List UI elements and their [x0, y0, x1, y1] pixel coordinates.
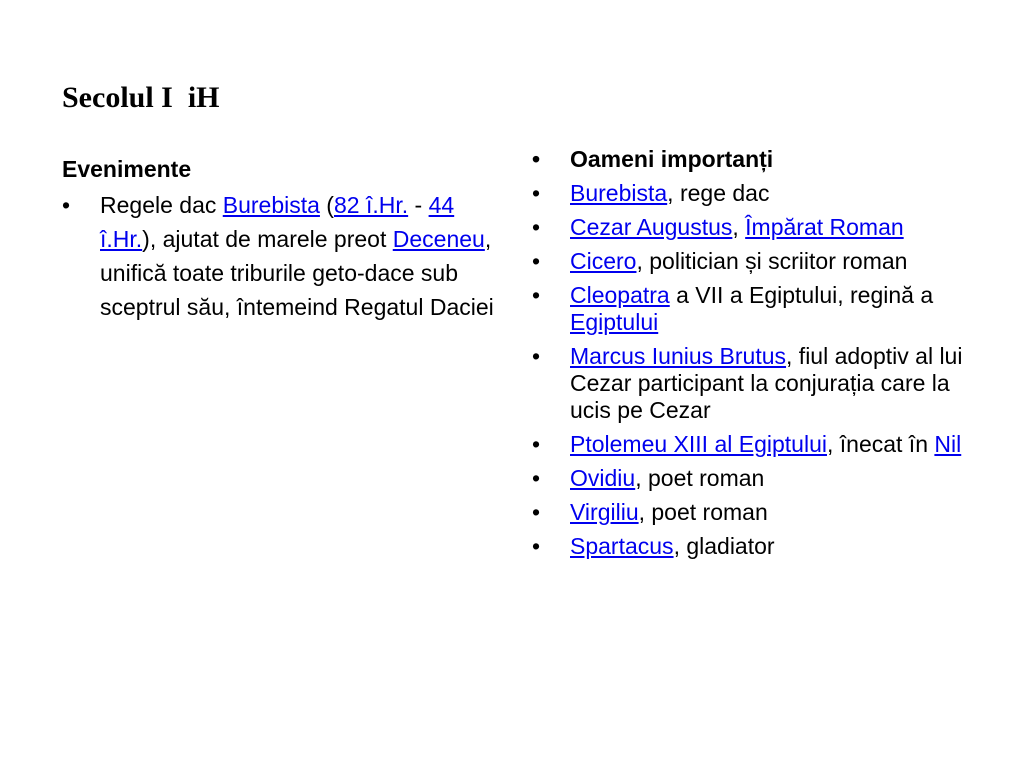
person-description: , poet roman — [635, 465, 765, 491]
person-description: , poet roman — [638, 499, 768, 525]
events-heading: Evenimente — [62, 156, 192, 182]
event-text-part: - — [408, 192, 429, 218]
person-description: , înecat în — [826, 431, 935, 457]
person-description: , fiul adoptiv al lui Cezar participant la conjurația care la ucis pe Cezar — [570, 343, 963, 423]
person-link[interactable]: Cleopatra — [570, 282, 670, 308]
person-link[interactable]: Ptolemeu XIII al Egiptului — [570, 431, 827, 457]
nil-link[interactable]: Nil — [934, 431, 962, 457]
link-44-ihr[interactable]: 44 î.Hr. — [100, 192, 455, 252]
person-link[interactable]: Cezar Augustus — [570, 214, 733, 240]
link-82-ihr[interactable]: 82 î.Hr. — [333, 192, 409, 218]
bullet-icon: • — [532, 180, 541, 206]
bullet-icon: • — [532, 146, 541, 172]
person-item-brutus — [532, 343, 972, 424]
bullet-icon: • — [532, 282, 541, 308]
event-text — [100, 188, 500, 324]
people-heading-item — [532, 146, 972, 173]
event-text-part: ), ajutat de marele preot — [142, 226, 393, 252]
egiptului-link[interactable]: Egiptului — [570, 309, 659, 335]
link-burebista[interactable]: Burebista — [222, 192, 320, 218]
bullet-icon: • — [62, 192, 71, 218]
person-item-ovidiu — [532, 465, 972, 492]
bullet-icon: • — [532, 499, 541, 525]
person-description: a VII a Egiptului, regină a — [669, 282, 934, 308]
bullet-icon: • — [532, 533, 541, 559]
slide-title: Secolul I iH — [62, 81, 220, 114]
event-text-part: , unifică toate triburile geto-dace sub sceptrul său, întemeind Regatul Daciei — [100, 226, 494, 320]
person-description: , — [732, 214, 746, 240]
bullet-icon: • — [532, 214, 541, 240]
person-link[interactable]: Marcus Iunius Brutus — [570, 343, 787, 369]
bullet-icon: • — [532, 248, 541, 274]
person-description: , politician și scriitor roman — [636, 248, 908, 274]
person-link[interactable]: Virgiliu — [570, 499, 639, 525]
person-link[interactable]: Burebista — [570, 180, 668, 206]
person-item-ptolemeu — [532, 431, 972, 458]
imparat-roman-link[interactable]: Împărat Roman — [745, 214, 904, 240]
event-text-part: ( — [319, 192, 334, 218]
person-link[interactable]: Spartacus — [570, 533, 674, 559]
person-item-virgiliu — [532, 499, 972, 526]
events-column — [62, 152, 502, 324]
person-description: , rege dac — [667, 180, 770, 206]
bullet-icon: • — [532, 465, 541, 491]
bullet-icon: • — [532, 343, 541, 369]
person-item-spartacus — [532, 533, 972, 560]
person-link[interactable]: Ovidiu — [570, 465, 636, 491]
link-deceneu[interactable]: Deceneu — [392, 226, 485, 252]
important-people-column — [532, 146, 972, 567]
people-heading: Oameni importanți — [570, 146, 774, 172]
person-link[interactable]: Cicero — [570, 248, 637, 274]
person-item-cezar-augustus — [532, 214, 972, 241]
bullet-icon: • — [532, 431, 541, 457]
person-item-cleopatra — [532, 282, 972, 336]
person-item-burebista — [532, 180, 972, 207]
event-text-part: Regele dac — [100, 192, 223, 218]
person-item-cicero — [532, 248, 972, 275]
event-item — [62, 188, 502, 324]
person-description: , gladiator — [673, 533, 775, 559]
